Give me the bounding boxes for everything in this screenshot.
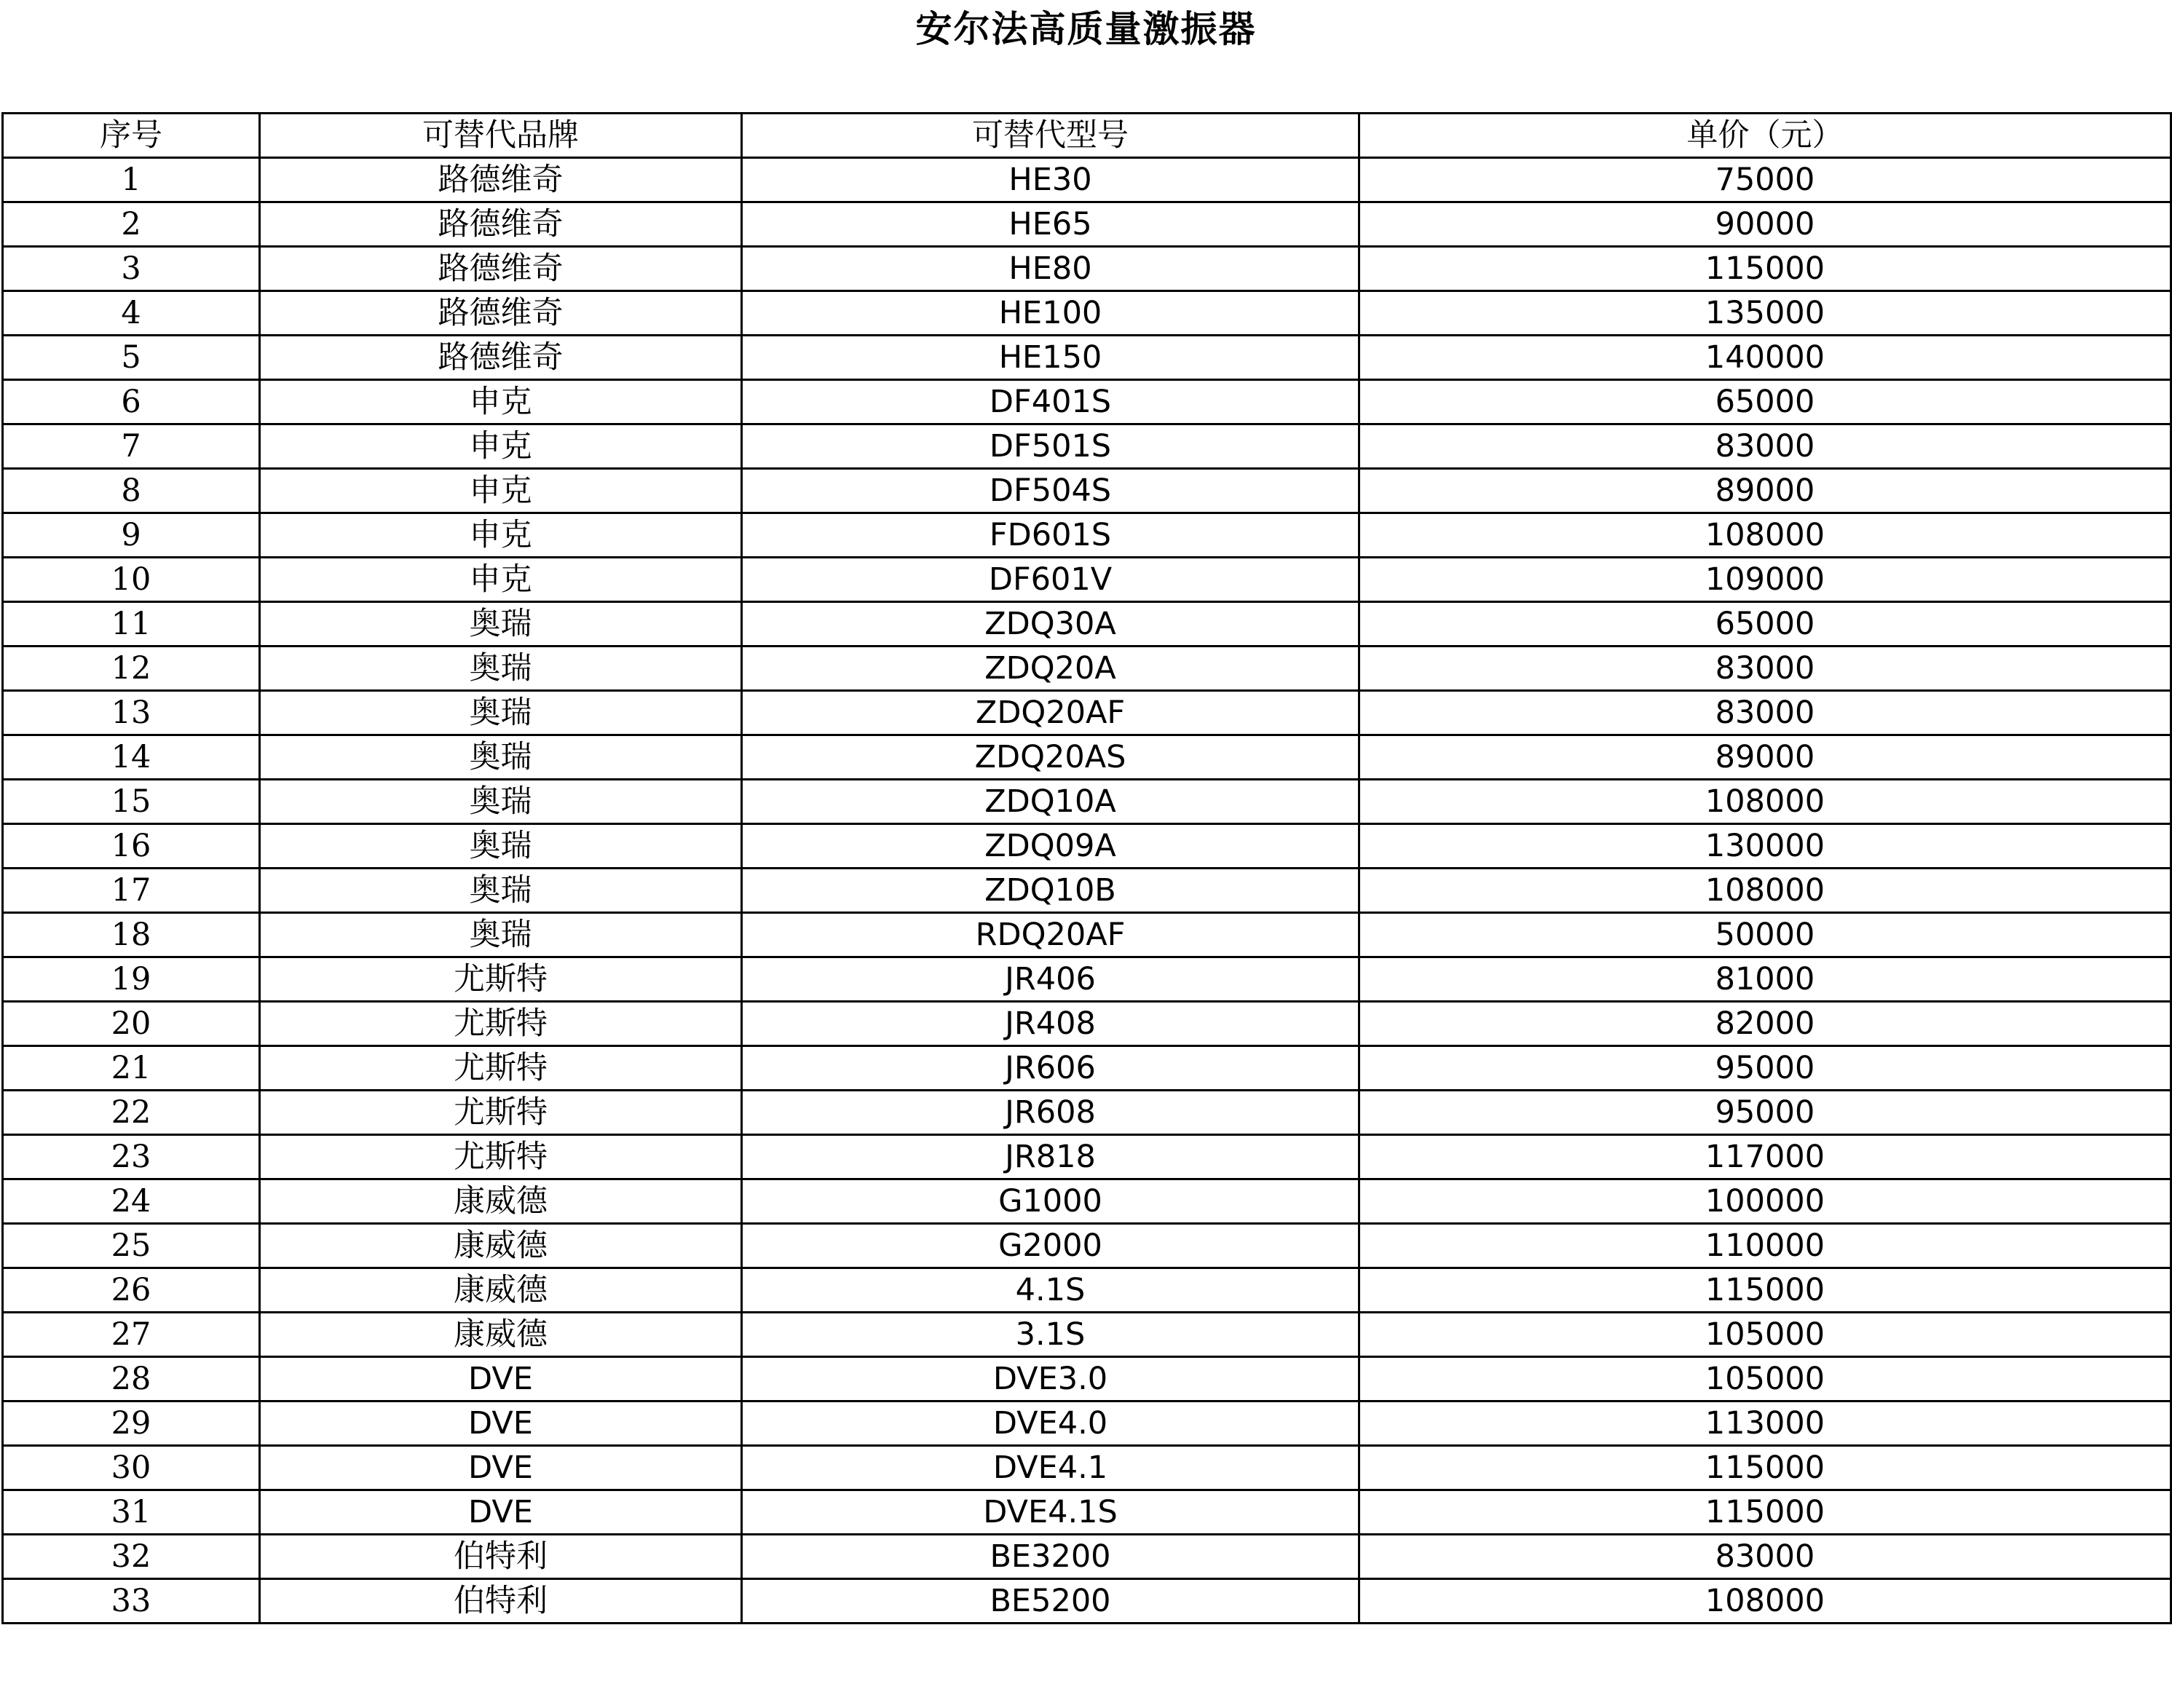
cell-model: HE30: [742, 158, 1359, 202]
header-brand: 可替代品牌: [260, 114, 742, 158]
cell-index: 23: [3, 1135, 260, 1179]
table-row: [3, 291, 2171, 336]
table-row: [3, 1490, 2171, 1535]
table-row: [3, 691, 2171, 735]
cell-model: JR608: [742, 1091, 1359, 1135]
table-row: [3, 824, 2171, 869]
table-row: [3, 1224, 2171, 1268]
cell-model: DF501S: [742, 424, 1359, 469]
table-row: [3, 1401, 2171, 1446]
cell-brand: 申克: [260, 469, 742, 513]
cell-index: 3: [3, 247, 260, 291]
cell-index: 1: [3, 158, 260, 202]
cell-brand: DVE: [260, 1490, 742, 1535]
cell-brand: 奥瑞: [260, 913, 742, 957]
cell-brand: 康威德: [260, 1179, 742, 1224]
price-table: [1, 112, 2172, 1624]
cell-brand: 康威德: [260, 1313, 742, 1357]
header-index: 序号: [3, 114, 260, 158]
header-price: 单价（元）: [1359, 114, 2171, 158]
cell-model: BE5200: [742, 1579, 1359, 1624]
table-row: [3, 1135, 2171, 1179]
cell-brand: DVE: [260, 1446, 742, 1490]
cell-brand: 申克: [260, 424, 742, 469]
cell-price: 83000: [1359, 1535, 2171, 1579]
table-header-row: [3, 114, 2171, 158]
table-row: [3, 1091, 2171, 1135]
table-row: [3, 957, 2171, 1002]
cell-price: 117000: [1359, 1135, 2171, 1179]
cell-index: 9: [3, 513, 260, 558]
cell-index: 24: [3, 1179, 260, 1224]
cell-index: 21: [3, 1046, 260, 1091]
cell-brand: 尤斯特: [260, 1046, 742, 1091]
cell-index: 8: [3, 469, 260, 513]
cell-price: 82000: [1359, 1002, 2171, 1046]
cell-price: 115000: [1359, 1268, 2171, 1313]
cell-model: G1000: [742, 1179, 1359, 1224]
cell-index: 4: [3, 291, 260, 336]
cell-model: HE150: [742, 336, 1359, 380]
cell-model: DF401S: [742, 380, 1359, 424]
table-row: [3, 1046, 2171, 1091]
cell-price: 110000: [1359, 1224, 2171, 1268]
cell-brand: 路德维奇: [260, 291, 742, 336]
cell-price: 95000: [1359, 1046, 2171, 1091]
cell-model: ZDQ20A: [742, 647, 1359, 691]
cell-model: JR606: [742, 1046, 1359, 1091]
cell-price: 83000: [1359, 647, 2171, 691]
table-row: [3, 602, 2171, 647]
cell-index: 19: [3, 957, 260, 1002]
cell-index: 29: [3, 1401, 260, 1446]
cell-brand: 奥瑞: [260, 824, 742, 869]
cell-price: 83000: [1359, 424, 2171, 469]
cell-price: 108000: [1359, 513, 2171, 558]
cell-price: 108000: [1359, 1579, 2171, 1624]
cell-brand: 奥瑞: [260, 647, 742, 691]
cell-model: ZDQ10B: [742, 869, 1359, 913]
cell-brand: 奥瑞: [260, 602, 742, 647]
cell-brand: 奥瑞: [260, 691, 742, 735]
cell-brand: 康威德: [260, 1224, 742, 1268]
table-row: [3, 158, 2171, 202]
cell-index: 25: [3, 1224, 260, 1268]
table-row: [3, 1535, 2171, 1579]
cell-model: ZDQ20AS: [742, 735, 1359, 780]
cell-brand: 路德维奇: [260, 202, 742, 247]
cell-index: 7: [3, 424, 260, 469]
table-row: [3, 869, 2171, 913]
cell-price: 65000: [1359, 602, 2171, 647]
cell-brand: 申克: [260, 513, 742, 558]
cell-model: HE100: [742, 291, 1359, 336]
table-row: [3, 735, 2171, 780]
table-row: [3, 247, 2171, 291]
cell-model: DF601V: [742, 558, 1359, 602]
cell-model: HE65: [742, 202, 1359, 247]
table-row: [3, 202, 2171, 247]
cell-price: 75000: [1359, 158, 2171, 202]
cell-brand: DVE: [260, 1401, 742, 1446]
table-row: [3, 1446, 2171, 1490]
cell-brand: DVE: [260, 1357, 742, 1401]
cell-model: DVE4.1: [742, 1446, 1359, 1490]
cell-index: 13: [3, 691, 260, 735]
cell-index: 18: [3, 913, 260, 957]
table-row: [3, 380, 2171, 424]
cell-index: 27: [3, 1313, 260, 1357]
cell-model: BE3200: [742, 1535, 1359, 1579]
cell-price: 109000: [1359, 558, 2171, 602]
cell-model: JR818: [742, 1135, 1359, 1179]
cell-model: 4.1S: [742, 1268, 1359, 1313]
cell-model: RDQ20AF: [742, 913, 1359, 957]
cell-brand: 申克: [260, 380, 742, 424]
cell-model: JR408: [742, 1002, 1359, 1046]
cell-price: 95000: [1359, 1091, 2171, 1135]
cell-index: 30: [3, 1446, 260, 1490]
cell-index: 31: [3, 1490, 260, 1535]
cell-brand: 奥瑞: [260, 869, 742, 913]
cell-price: 65000: [1359, 380, 2171, 424]
cell-model: ZDQ30A: [742, 602, 1359, 647]
cell-price: 130000: [1359, 824, 2171, 869]
cell-brand: 康威德: [260, 1268, 742, 1313]
cell-index: 17: [3, 869, 260, 913]
cell-brand: 尤斯特: [260, 1002, 742, 1046]
cell-index: 32: [3, 1535, 260, 1579]
cell-brand: 奥瑞: [260, 780, 742, 824]
cell-index: 5: [3, 336, 260, 380]
cell-index: 14: [3, 735, 260, 780]
table-row: [3, 424, 2171, 469]
cell-model: ZDQ09A: [742, 824, 1359, 869]
cell-model: DVE3.0: [742, 1357, 1359, 1401]
cell-model: ZDQ10A: [742, 780, 1359, 824]
cell-price: 115000: [1359, 1490, 2171, 1535]
cell-brand: 尤斯特: [260, 1135, 742, 1179]
cell-index: 15: [3, 780, 260, 824]
table-row: [3, 780, 2171, 824]
table-row: [3, 1002, 2171, 1046]
table-row: [3, 913, 2171, 957]
cell-price: 108000: [1359, 780, 2171, 824]
cell-index: 20: [3, 1002, 260, 1046]
cell-brand: 申克: [260, 558, 742, 602]
cell-brand: 路德维奇: [260, 336, 742, 380]
cell-brand: 路德维奇: [260, 247, 742, 291]
table-row: [3, 469, 2171, 513]
cell-index: 33: [3, 1579, 260, 1624]
cell-price: 135000: [1359, 291, 2171, 336]
cell-price: 108000: [1359, 869, 2171, 913]
cell-price: 115000: [1359, 1446, 2171, 1490]
table-row: [3, 647, 2171, 691]
cell-price: 50000: [1359, 913, 2171, 957]
cell-model: G2000: [742, 1224, 1359, 1268]
cell-brand: 尤斯特: [260, 1091, 742, 1135]
cell-index: 6: [3, 380, 260, 424]
cell-index: 11: [3, 602, 260, 647]
cell-brand: 伯特利: [260, 1579, 742, 1624]
cell-model: DVE4.0: [742, 1401, 1359, 1446]
page-title: 安尔法高质量激振器: [915, 8, 1257, 50]
cell-index: 10: [3, 558, 260, 602]
cell-index: 22: [3, 1091, 260, 1135]
cell-index: 28: [3, 1357, 260, 1401]
cell-price: 140000: [1359, 336, 2171, 380]
table-row: [3, 513, 2171, 558]
cell-model: JR406: [742, 957, 1359, 1002]
cell-price: 115000: [1359, 247, 2171, 291]
table-body: [3, 114, 2171, 1624]
table-row: [3, 336, 2171, 380]
cell-price: 105000: [1359, 1313, 2171, 1357]
cell-brand: 伯特利: [260, 1535, 742, 1579]
cell-price: 89000: [1359, 735, 2171, 780]
cell-index: 2: [3, 202, 260, 247]
cell-brand: 路德维奇: [260, 158, 742, 202]
cell-model: FD601S: [742, 513, 1359, 558]
table-row: [3, 1313, 2171, 1357]
table-row: [3, 1579, 2171, 1624]
table-row: [3, 1179, 2171, 1224]
cell-brand: 奥瑞: [260, 735, 742, 780]
cell-price: 89000: [1359, 469, 2171, 513]
cell-index: 16: [3, 824, 260, 869]
cell-model: 3.1S: [742, 1313, 1359, 1357]
cell-price: 83000: [1359, 691, 2171, 735]
cell-price: 105000: [1359, 1357, 2171, 1401]
cell-index: 12: [3, 647, 260, 691]
cell-brand: 尤斯特: [260, 957, 742, 1002]
cell-price: 81000: [1359, 957, 2171, 1002]
cell-model: DF504S: [742, 469, 1359, 513]
cell-price: 113000: [1359, 1401, 2171, 1446]
cell-model: DVE4.1S: [742, 1490, 1359, 1535]
cell-index: 26: [3, 1268, 260, 1313]
table-row: [3, 1357, 2171, 1401]
cell-price: 90000: [1359, 202, 2171, 247]
cell-model: HE80: [742, 247, 1359, 291]
header-model: 可替代型号: [742, 114, 1359, 158]
table-row: [3, 558, 2171, 602]
cell-price: 100000: [1359, 1179, 2171, 1224]
cell-model: ZDQ20AF: [742, 691, 1359, 735]
table-row: [3, 1268, 2171, 1313]
